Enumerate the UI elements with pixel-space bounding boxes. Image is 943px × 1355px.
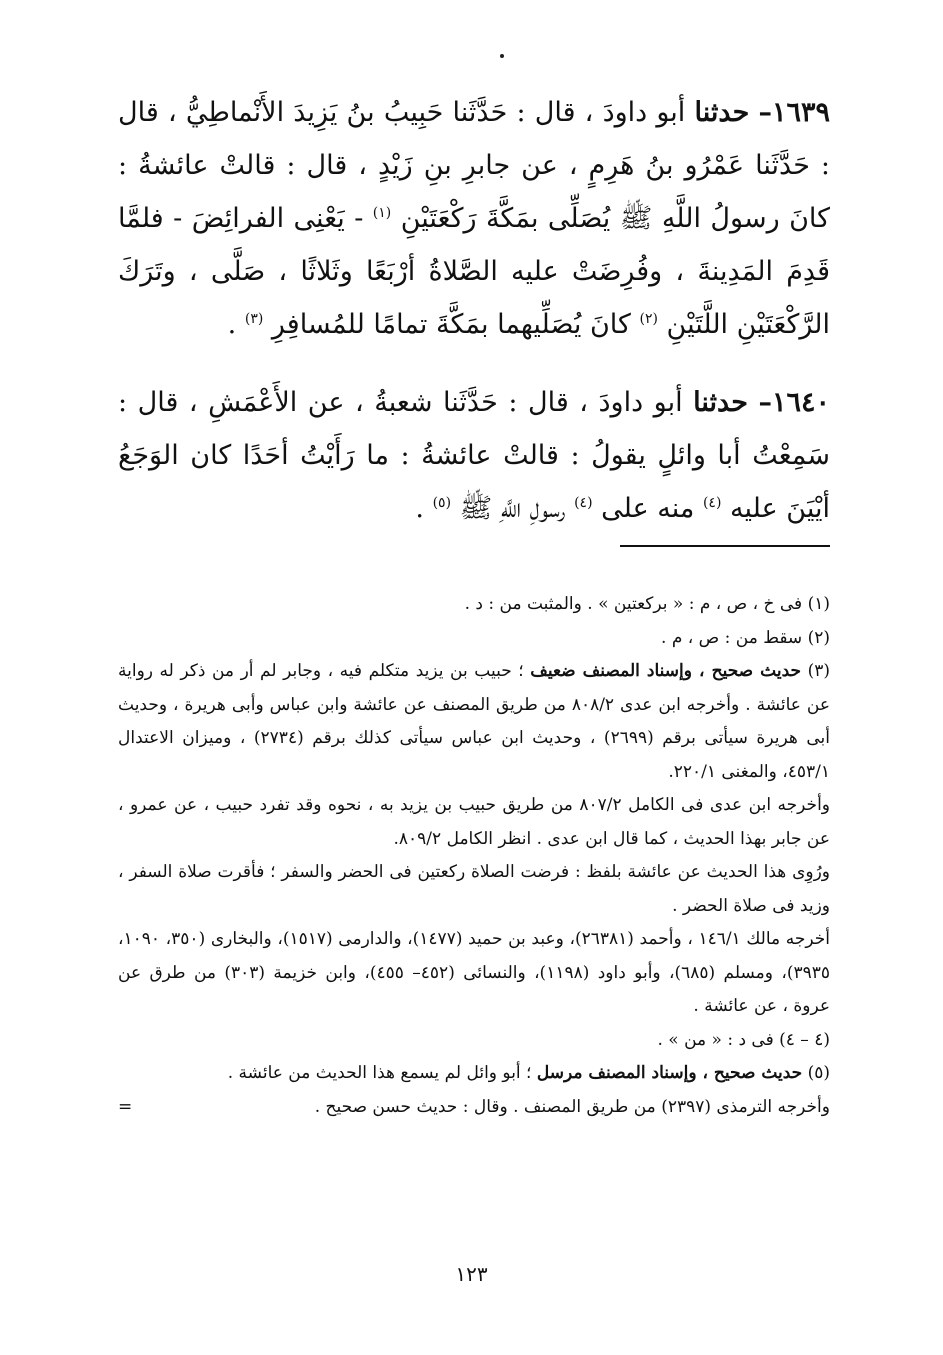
footnote-ref: (٣): [244, 311, 264, 327]
footnote-2: (٢) سقط من : ص ، م .: [661, 627, 830, 648]
footnote-5-paragraph: [118, 1091, 830, 1125]
hadith-text: أبو داودَ ، قال : حَدَّثَنا حَبِيبُ بنُ يَزِيدَ الأَنْماطِيُّ ، قال : حَدَّثَنا عَمْرُو بنُ هَرِمٍ ، عن جابرِ بنِ زَيْدٍ ، قال : قالتْ عائشةُ : كانَ رسولُ اللَّهِ ﷺ يُصَلِّى بمَكَّةَ رَكْعَتَيْنِ: [118, 97, 831, 234]
footnote-3-paragraph: ورُوِى هذا الحديث عن عائشة بلفظ : فرضت الصلاة ركعتين فى الحضر والسفر ؛ فأقرت صلاة السفر ، وزيد فى صلاة الحضر .: [118, 862, 830, 916]
hadith-number: ١٦٣٩–: [758, 97, 830, 128]
hadith-lead: حدثنا: [694, 97, 750, 128]
footnote-divider: [620, 545, 830, 547]
footnote-3: [118, 655, 830, 789]
footnote-grading: حديث صحيح ، وإسناد المصنف مرسل: [536, 1063, 803, 1083]
footnote-ref: (١): [372, 205, 392, 221]
top-mark: [500, 54, 504, 58]
footnote-text: وأخرجه الترمذى (٢٣٩٧) من طريق المصنف . وقال : حديث حسن صحيح .: [314, 1096, 830, 1117]
footnote-ref: (٥): [432, 495, 452, 511]
hadith-end: .: [415, 493, 424, 524]
hadith-text: أبو داودَ ، قال : حَدَّثَنا شعبةُ ، عن الأَعْمَشِ ، قال : سَمِعْتُ أبا وائلٍ يقولُ : قالتْ عائشةُ : ما رَأَيْتُ أحَدًا كان الوَجَعُ أيْيَنَ عليه: [118, 387, 830, 524]
hadith-end: .: [227, 309, 237, 340]
footnote-grading: حديث صحيح ، وإسناد المصنف ضعيف: [530, 661, 802, 681]
continuation-mark: =: [118, 1096, 133, 1117]
footnote-3-paragraph: وأخرجه ابن عدى فى الكامل ٨٠٧/٢ من طريق حبيب بن يزيد به ، نحوه وقد تفرد حبيب ، عن عمرو ، عن جابر بهذا الحديث ، كما قال ابن عدى . انظر الكامل ٨٠٩/٢.: [118, 795, 830, 849]
footnote-ref: (٤): [574, 495, 593, 511]
hadith-number: ١٦٤٠–: [758, 387, 830, 418]
footnote-4: (٤ – ٤) فى د : « من » .: [657, 1029, 830, 1050]
footnotes: [118, 588, 830, 1124]
hadith-text: - يَعْنِى الفرائِضَ - فلمَّا قَدِمَ المَدِينةَ ، وفُرِضَتْ عليه الصَّلاةُ أرْبَعًا وثَلاثًا ، صَلَّى ، وتَرَكَ الرَّكْعَتَيْنِ اللَّتَيْنِ: [118, 203, 830, 340]
hadith-text: منه على: [601, 493, 695, 524]
footnote-3-paragraph: أخرجه مالك ١٤٦/١ ، وأحمد (٢٦٣٨١)، وعبد بن حميد (١٤٧٧)، والدارمى (١٥١٧)، والبخارى (٣٥٠، ١٠٩٠، ٣٩٣٥)، ومسلم (٦٨٥)، وأبو داود (١١٩٨)، والنسائى (٤٥٢– ٤٥٥)، وابن خزيمة (٣٠٣) من طرق عن عروة ، عن عائشة .: [118, 929, 831, 1016]
footnote-text: ؛ أبو وائل لم يسمع هذا الحديث من عائشة .: [227, 1063, 532, 1083]
footnote-label: (٣): [807, 661, 831, 681]
hadith-1640: [118, 376, 830, 535]
hadith-text: كانَ يُصَلِّيهما بمَكَّةَ تمامًا للمُسافِرِ: [271, 309, 631, 340]
footnote-text: ؛ حبيب بن يزيد متكلم فيه ، وجابر لم أر من ذكر له رواية عن عائشة . وأخرجه ابن عدى ٨٠٨/٢ من طريق المصنف عن عائشة وابن عباس وأبى هريرة ، وحديث أبى هريرة سيأتى برقم (٢٦٩٩) ، وحديث ابن عباس سيأتى كذلك برقم (٢٧٣٤) ، وميزان الاعتدال ٤٥٣/١، والمغنى ٢٢٠/١.: [118, 661, 830, 782]
footnote-ref: (٤): [702, 495, 722, 511]
footnote-label: (٥): [807, 1063, 830, 1083]
hadith-text: رسولِ اللَّهِ ﷺ: [459, 493, 566, 524]
page-number: ١٢٣: [455, 1262, 488, 1286]
footnote-1: (١) فى خ ، ص ، م : « بركعتين » . والمثبت من : د .: [464, 594, 830, 614]
hadith-lead: حدثنا: [693, 387, 748, 418]
footnote-5: [118, 1057, 830, 1091]
footnote-ref: (٢): [639, 311, 658, 327]
hadith-1639: [118, 86, 830, 351]
